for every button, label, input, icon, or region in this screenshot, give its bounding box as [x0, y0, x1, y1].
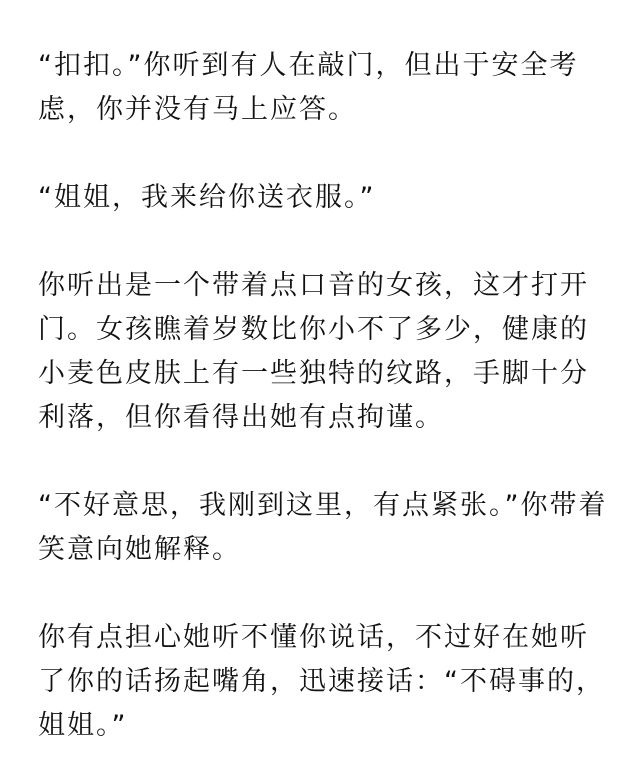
paragraph-delivery: “姐姐，我来给你送衣服。” — [38, 182, 376, 213]
paragraph-knock: “扣扣。”你听到有人在敲门，但出于安全考虑，你并没有马上应答。 — [38, 50, 579, 125]
paragraph-explanation: “不好意思，我刚到这里，有点紧张。”你带着笑意向她解释。 — [38, 490, 608, 565]
paragraph-girl-description: 你听出是一个带着点口音的女孩，这才打开门。女孩瞧着岁数比你小不了多少，健康的小麦色皮肤上有一些独特的纹路，手脚十分利落，但你看得出她有点拘谨。 — [38, 270, 589, 433]
paragraph-reply: 你有点担心她听不懂你说话，不过好在她听了你的话扬起嘴角，迅速接话：“不碍事的，姐姐。” — [38, 622, 605, 741]
